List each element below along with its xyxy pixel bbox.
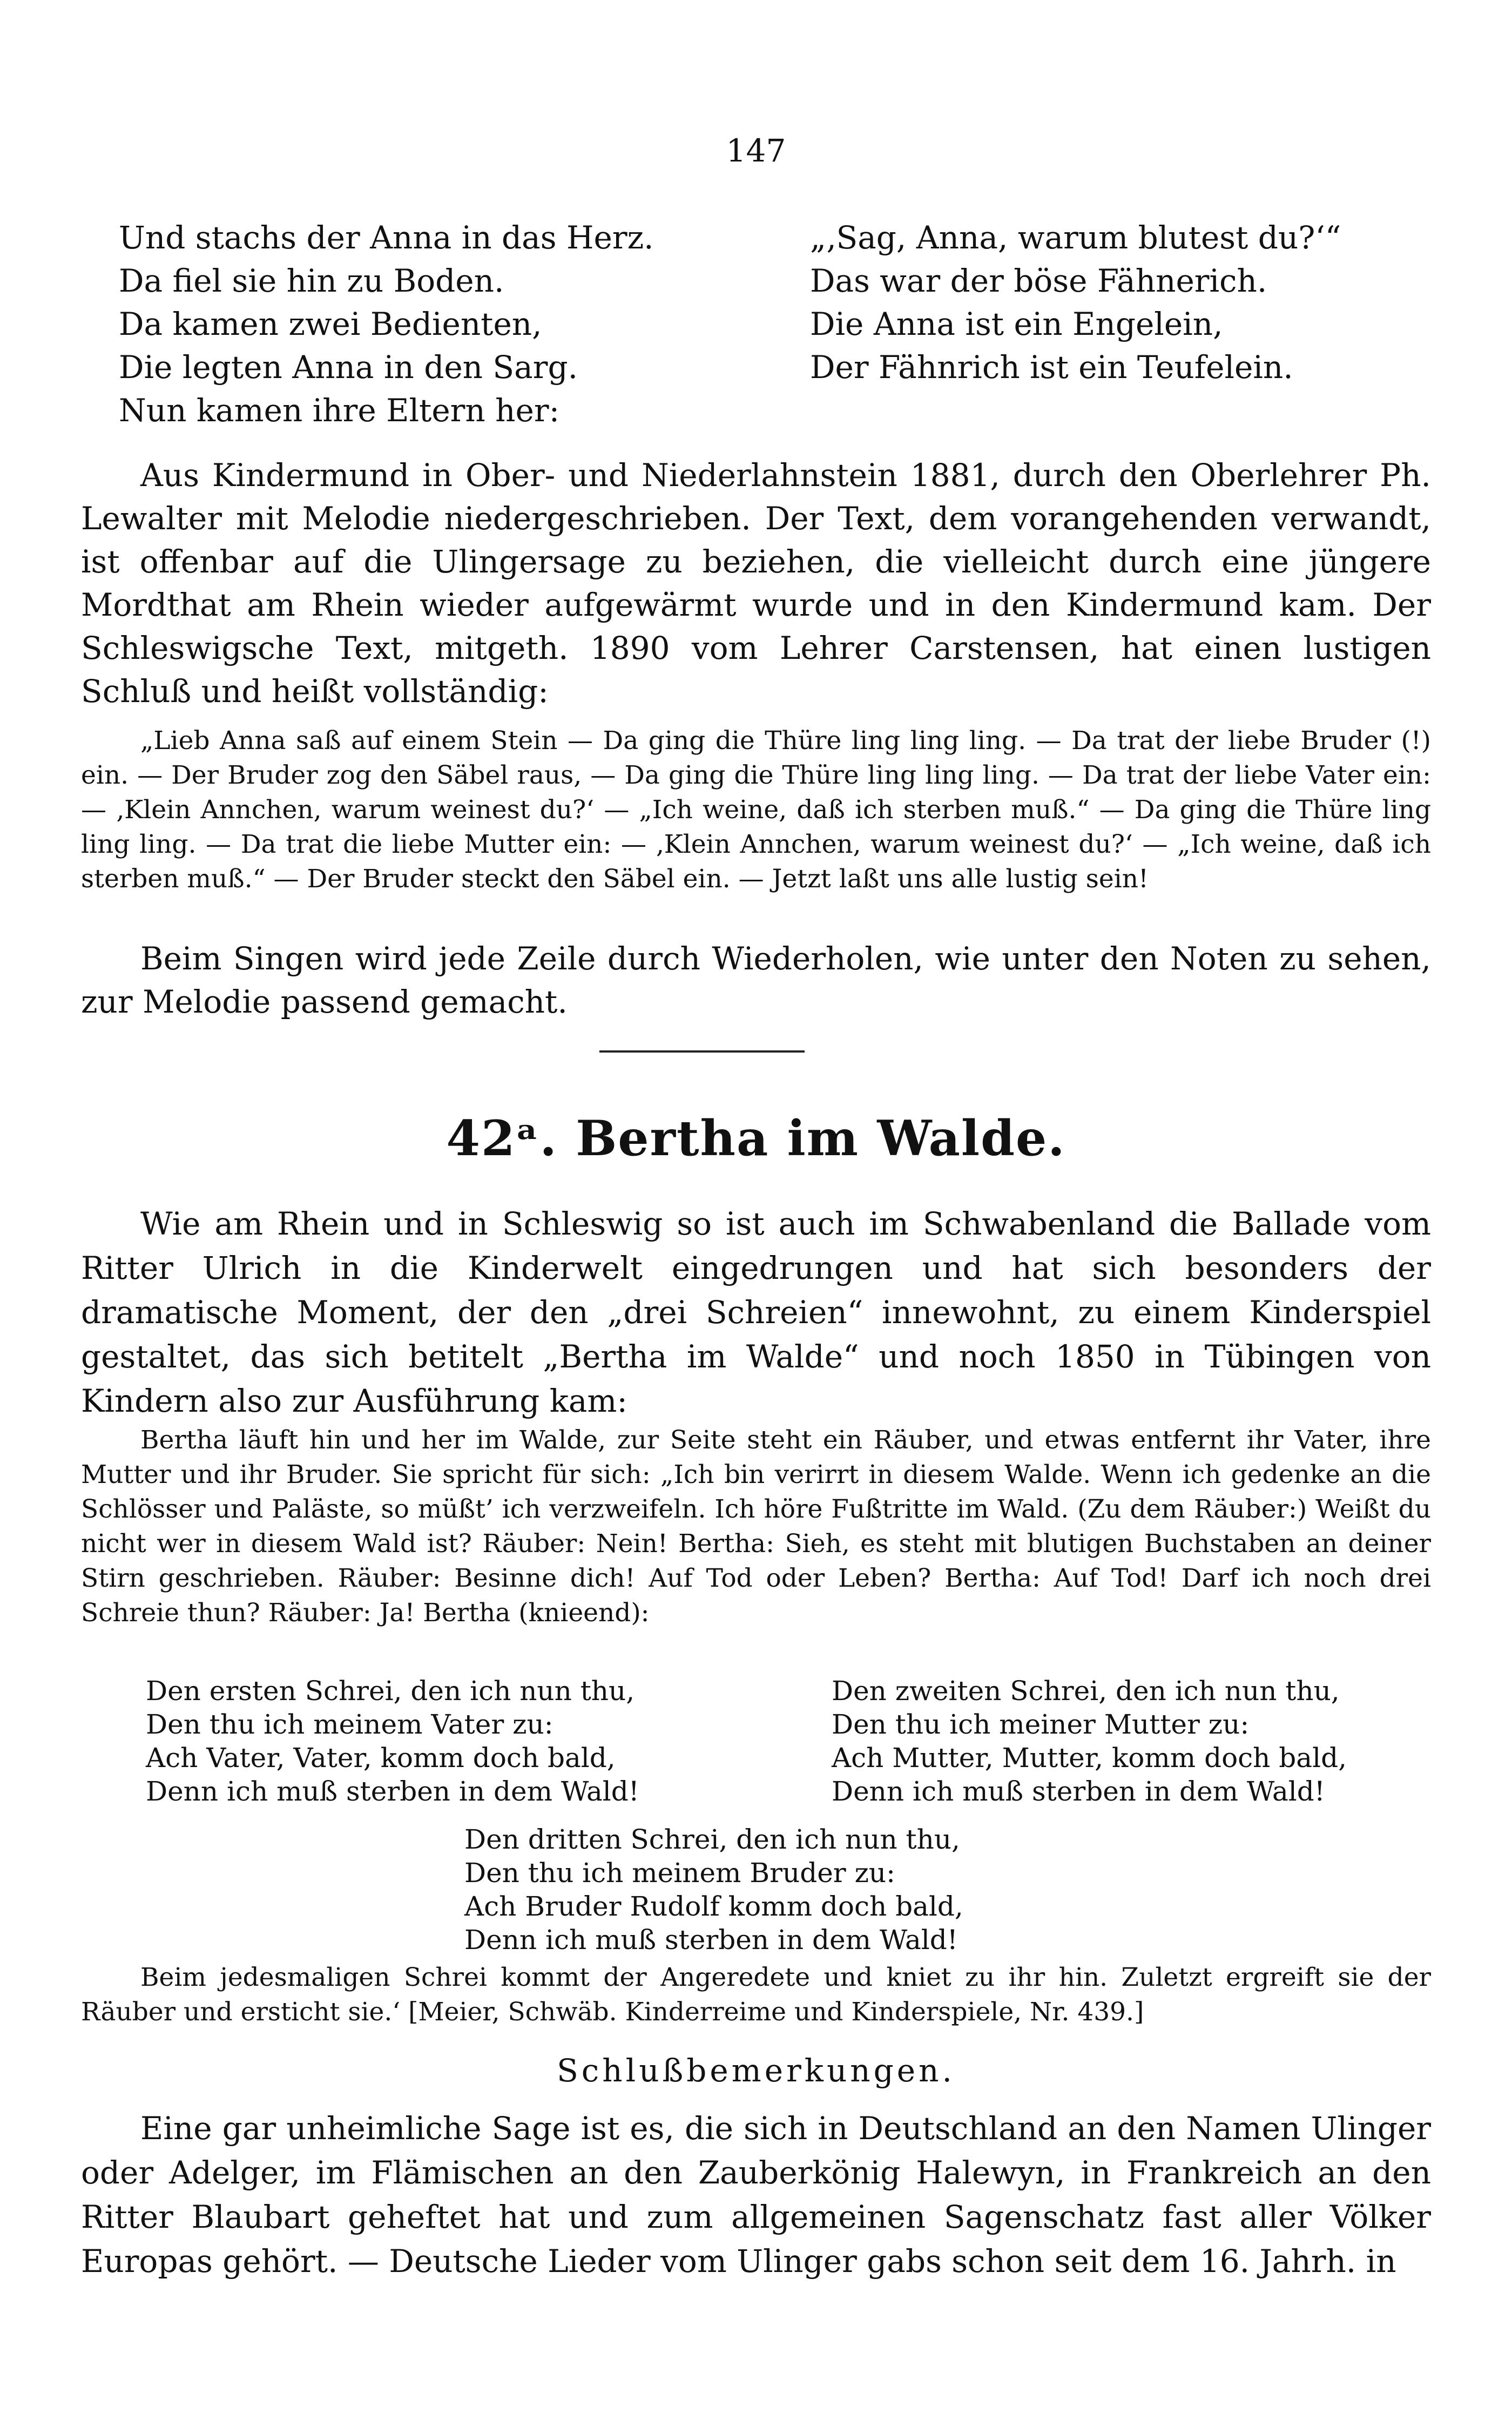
second-cry-stanza: [832, 1674, 1347, 1808]
verse-line: Da fiel sie hin zu Boden.: [119, 262, 504, 299]
verse-line: Das war der böse Fähnerich.: [810, 262, 1267, 299]
verse-right-column: [810, 216, 1341, 389]
first-cry-stanza: [146, 1674, 639, 1808]
section-divider: [599, 1050, 805, 1053]
singing-note-text: Beim Singen wird jede Zeile durch Wiederholen, wie unter den Noten zu sehen, zur Melodie passend gemacht.: [81, 940, 1431, 1020]
stanza-line: Denn ich muß sterben in dem Wald!: [832, 1776, 1325, 1807]
verse-line: Nun kamen ihre Eltern her:: [119, 392, 560, 429]
stanza-line: Den thu ich meiner Mutter zu:: [832, 1709, 1250, 1740]
verse-line: Die Anna ist ein Engelein,: [810, 306, 1223, 342]
stanza-line: Denn ich muß sterben in dem Wald!: [464, 1924, 958, 1956]
closing-remarks-paragraph: [81, 2106, 1431, 2283]
stanza-line: Den thu ich meinem Bruder zu:: [464, 1857, 895, 1889]
closing-remarks-text: Eine gar unheimliche Sage ist es, die sich in Deutschland an den Namen Ulinger oder Adelger, im Flämischen an den Zauberkönig Halewyn, in Frankreich an den Ritter Blaubart geheftet hat und zum allgemeinen Sagenschatz fast aller Völker Europas gehört. — Deutsche Lieder vom Ulinger gabs schon seit dem 16. Jahrh. in: [81, 2110, 1431, 2280]
stanza-line: Ach Bruder Rudolf komm doch bald,: [464, 1891, 963, 1922]
closing-note-text: Beim jedesmaligen Schrei kommt der Angeredete und kniet zu ihr hin. Zuletzt ergreift sie der Räuber und ersticht sie.‘ [Meier, Schwäb. Kinderreime und Kinderspiele, Nr. 439.]: [81, 1963, 1431, 2027]
closing-remarks-heading: Schlußbemerkungen.: [557, 2052, 955, 2089]
verse-line: Der Fähnrich ist ein Teufelein.: [810, 349, 1293, 386]
page-number: 147: [726, 132, 786, 169]
game-description: [81, 1423, 1431, 1630]
closing-note: [81, 1960, 1431, 2030]
source-paragraph-text: Aus Kindermund in Ober- und Niederlahnstein 1881, durch den Oberlehrer Ph. Lewalter mit Melodie niedergeschrieben. Der Text, dem vorangehenden verwandt, ist offenbar auf die Ulingersage zu beziehen, die vielleicht durch eine jüngere Mordthat am Rhein wieder aufgewärmt wurde und in den Kindermund kam. Der Schleswigsche Text, mitgeth. 1890 vom Lehrer Carstensen, hat einen lustigen Schluß und heißt vollständig:: [81, 457, 1431, 710]
stanza-line: Ach Vater, Vater, komm doch bald,: [146, 1742, 616, 1774]
stanza-line: Den thu ich meinem Vater zu:: [146, 1709, 554, 1740]
stanza-line: Den dritten Schrei, den ich nun thu,: [464, 1824, 960, 1855]
stanza-line: Den zweiten Schrei, den ich nun thu,: [832, 1675, 1340, 1707]
singing-note-paragraph: [81, 937, 1431, 1023]
verse-left-column: [119, 216, 654, 432]
verse-line: Und stachs der Anna in das Herz.: [119, 219, 654, 256]
intro-paragraph: [81, 1202, 1431, 1423]
intro-paragraph-text: Wie am Rhein und in Schleswig so ist auch im Schwabenland die Ballade vom Ritter Ulrich in die Kinderwelt eingedrungen und hat sich besonders der dramatische Moment, der den „drei Schreien“ innewohnt, zu einem Kinderspiel gestaltet, das sich betitelt „Bertha im Walde“ und noch 1850 in Tübingen von Kindern also zur Ausführung kam:: [81, 1205, 1431, 1419]
game-description-text: Bertha läuft hin und her im Walde, zur Seite steht ein Räuber, und etwas entfernt ihr Vater, ihre Mutter und ihr Bruder. Sie spricht für sich: „Ich bin verirrt in diesem Walde. Wenn ich gedenke an die Schlösser und Paläste, so müßt’ ich verzweifeln. Ich höre Fußtritte im Wald. (Zu dem Räuber:) Weißt du nicht wer in diesem Wald ist? Räuber: Nein! Bertha: Sieh, es steht mit blutigen Buchstaben an deiner Stirn geschrieben. Räuber: Besinne dich! Auf Tod oder Leben? Bertha: Auf Tod! Darf ich noch drei Schreie thun? Räuber: Ja! Bertha (knieend):: [81, 1425, 1431, 1628]
verse-line: „‚Sag, Anna, warum blutest du?‘“: [810, 219, 1341, 256]
section-title: 42ᵃ. Bertha im Walde.: [446, 1110, 1066, 1167]
stanza-line: Den ersten Schrei, den ich nun thu,: [146, 1675, 635, 1707]
source-paragraph: [81, 454, 1431, 713]
schleswig-text-quote: [81, 724, 1431, 896]
schleswig-text: „Lieb Anna saß auf einem Stein — Da ging die Thüre ling ling ling. — Da trat der liebe Bruder (!) ein. — Der Bruder zog den Säbel raus, — Da ging die Thüre ling ling ling. — Da trat der liebe Vater ein: — ‚Klein Annchen, warum weinest du?‘ — „Ich weine, daß ich sterben muß.“ — Da ging die Thüre ling ling ling. — Da trat die liebe Mutter ein: — ‚Klein Annchen, warum weinest du?‘ — „Ich weine, daß ich sterben muß.“ — Der Bruder steckt den Säbel ein. — Jetzt laßt uns alle lustig sein!: [81, 726, 1431, 894]
stanza-line: Ach Mutter, Mutter, komm doch bald,: [832, 1742, 1347, 1774]
verse-line: Da kamen zwei Bedienten,: [119, 306, 542, 342]
stanza-line: Denn ich muß sterben in dem Wald!: [146, 1776, 639, 1807]
verse-line: Die legten Anna in den Sarg.: [119, 349, 578, 386]
third-cry-stanza: [464, 1823, 963, 1957]
